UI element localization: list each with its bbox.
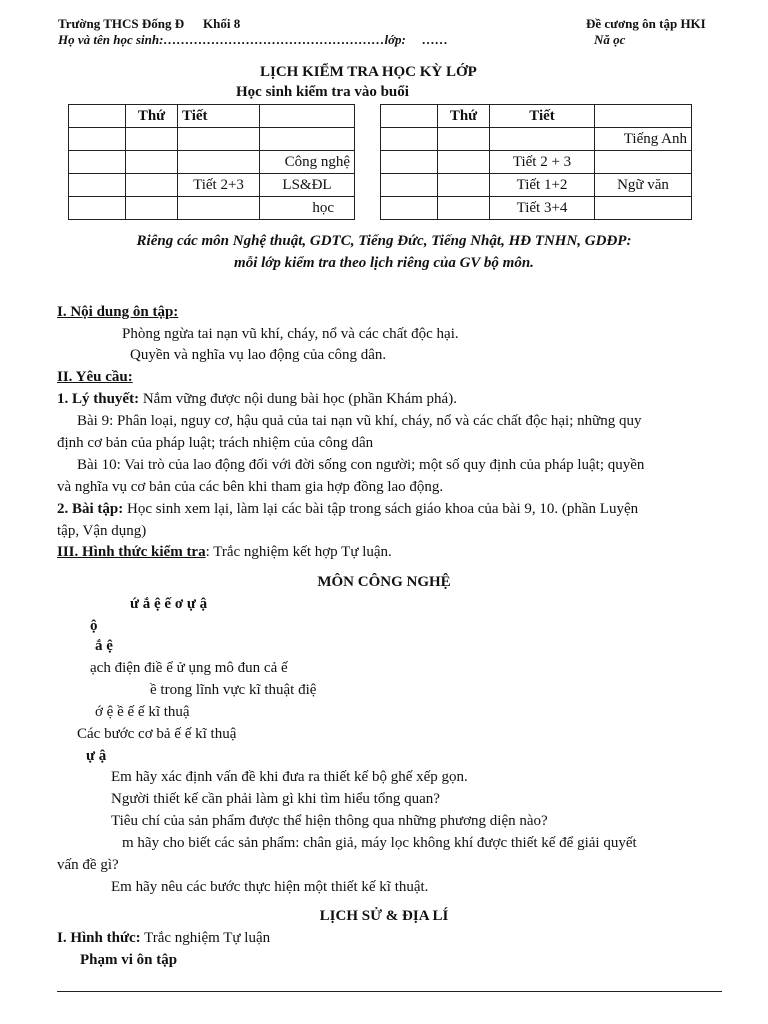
section-3-title: III. Hình thức kiểm tra: [57, 544, 206, 560]
table-cell: [381, 128, 438, 151]
table-cell: [381, 151, 438, 174]
document-title: Đề cương ôn tập HKI: [586, 16, 706, 31]
table-cell: [126, 128, 178, 151]
question-line: Em hãy xác định vấn đề khi đưa ra thiết kế bộ ghế xếp gọn.: [111, 769, 468, 785]
tech-fragment: ứ ắ ệ ế ơ ự ậ: [130, 596, 208, 612]
exercise-line: [57, 501, 638, 518]
history-scope: Phạm vi ôn tập: [80, 952, 178, 968]
table-cell: [438, 174, 490, 197]
table-cell: [438, 128, 490, 151]
table-cell: [381, 197, 438, 220]
table-cell: [260, 105, 355, 128]
table-cell: [381, 105, 438, 128]
table-row: [69, 128, 355, 151]
question-line: Tiêu chí của sản phẩm được thể hiện thông qua những phương diện nào?: [111, 813, 548, 829]
table-cell: Tiết: [490, 105, 595, 128]
table-row: [381, 128, 692, 151]
school-year-label: Nă ọc: [594, 32, 626, 47]
history-form-text: Trắc nghiệm Tự luận: [144, 930, 271, 946]
tech-fragment: ề trong lĩnh vực kĩ thuật điệ: [150, 682, 317, 698]
table-cell: [126, 197, 178, 220]
table-row: [69, 174, 355, 197]
table-cell: LS&ĐL: [260, 174, 355, 197]
question-line: vấn đề gì?: [57, 857, 119, 873]
table-row: [381, 174, 692, 197]
content-line: và nghĩa vụ cơ bản của các bên khi tham gia hợp đồng lao động.: [57, 479, 444, 495]
tech-fragment: ớ ệ ề ế ế kĩ thuậ: [95, 704, 190, 720]
page-bottom-rule: [57, 991, 722, 992]
section-3-line: [57, 544, 392, 561]
history-form-label: I. Hình thức:: [57, 930, 141, 946]
table-cell: Thứ: [438, 105, 490, 128]
table-header-row: [381, 105, 692, 128]
table-row: [381, 151, 692, 174]
question-line: Người thiết kế cần phải làm gì khi tìm hiểu tổng quan?: [111, 791, 440, 807]
schedule-note-line-2: mỗi lớp kiểm tra theo lịch riêng của GV bộ môn.: [234, 255, 534, 271]
exercise-label: 2. Bài tập:: [57, 501, 124, 517]
table-cell: Công nghệ: [260, 151, 355, 174]
table-cell: [595, 105, 692, 128]
table-cell: [69, 128, 126, 151]
table-cell: [595, 151, 692, 174]
table-cell: [438, 197, 490, 220]
table-cell: học: [260, 197, 355, 220]
table-cell: [69, 151, 126, 174]
table-header-row: [69, 105, 355, 128]
table-cell: [438, 151, 490, 174]
theory-text: Nắm vững được nội dung bài học (phần Khám phá).: [142, 391, 457, 407]
tech-fragment: ộ: [90, 618, 98, 634]
table-cell: Tiết 2 + 3: [490, 151, 595, 174]
content-line: định cơ bản của pháp luật; trách nhiệm của công dân: [57, 435, 374, 451]
content-line: tập, Vận dụng): [57, 523, 147, 539]
schedule-note-line-1: Riêng các môn Nghệ thuật, GDTC, Tiếng Đức, Tiếng Nhật, HĐ TNHN, GDĐP:: [136, 233, 632, 249]
content-line: Bài 9: Phân loại, nguy cơ, hậu quả của tai nạn vũ khí, cháy, nổ và các chất độc hại; những quy: [77, 413, 642, 429]
table-cell: [178, 197, 260, 220]
table-cell: [490, 128, 595, 151]
school-name: Trường THCS Đống Đ: [58, 16, 185, 31]
table-cell: Tiết 3+4: [490, 197, 595, 220]
schedule-title: LỊCH KIỂM TRA HỌC KỲ LỚP: [260, 64, 477, 80]
table-cell: Tiết 1+2: [490, 174, 595, 197]
theory-label: 1. Lý thuyết:: [57, 391, 140, 407]
content-line: Phòng ngừa tai nạn vũ khí, cháy, nổ và các chất độc hại.: [122, 326, 459, 342]
table-row: [381, 197, 692, 220]
question-line: Em hãy nêu các bước thực hiện một thiết kế kĩ thuật.: [111, 879, 429, 895]
tech-fragment: ự ậ: [86, 748, 107, 764]
section-2-title: II. Yêu cầu:: [57, 369, 133, 385]
table-cell: Tiết: [178, 105, 260, 128]
right-schedule-table: [380, 104, 692, 220]
table-cell: [260, 128, 355, 151]
table-cell: Ngữ văn: [595, 174, 692, 197]
tech-title: MÔN CÔNG NGHỆ: [317, 574, 451, 590]
content-line: Quyền và nghĩa vụ lao động của công dân.: [130, 347, 387, 363]
table-cell: [69, 197, 126, 220]
table-cell: Tiết 2+3: [178, 174, 260, 197]
table-cell: [595, 197, 692, 220]
table-cell: Thứ: [126, 105, 178, 128]
table-cell: [178, 151, 260, 174]
history-title: LỊCH SỬ & ĐỊA LÍ: [319, 908, 449, 924]
section-1-title: I. Nội dung ôn tập:: [57, 304, 179, 320]
table-cell: [126, 151, 178, 174]
table-cell: Tiếng Anh: [595, 128, 692, 151]
tech-fragment: ắ ệ: [95, 638, 113, 654]
history-form-line: [57, 930, 270, 947]
table-cell: [69, 174, 126, 197]
exercise-text: Học sinh xem lại, làm lại các bài tập trong sách giáo khoa của bài 9, 10. (phần Luyện: [127, 501, 639, 517]
table-cell: [381, 174, 438, 197]
grade-label: Khối 8: [203, 16, 241, 31]
tech-fragment: Các bước cơ bả ế ế kĩ thuậ: [77, 726, 237, 742]
class-dots: ……: [422, 32, 448, 47]
table-cell: [126, 174, 178, 197]
section-3-text: : Trắc nghiệm kết hợp Tự luận.: [205, 544, 392, 560]
content-line: Bài 10: Vai trò của lao động đối với đời sống con người; một số quy định của pháp luật; quyền: [77, 457, 645, 473]
table-row: [69, 197, 355, 220]
table-cell: [69, 105, 126, 128]
tech-fragment: ạch điện điề ể ử ụng mô đun cả ế: [90, 660, 288, 676]
question-line: m hãy cho biết các sản phẩm: chân giả, máy lọc không khí được thiết kế để giải quyết: [122, 835, 637, 851]
schedule-subtitle: Học sinh kiểm tra vào buổi: [236, 84, 409, 100]
theory-line: [57, 391, 457, 408]
table-cell: [178, 128, 260, 151]
left-schedule-table: [68, 104, 355, 220]
student-name-line: Họ và tên học sinh:……………………………………………lớp:: [58, 32, 406, 47]
table-row: [69, 151, 355, 174]
